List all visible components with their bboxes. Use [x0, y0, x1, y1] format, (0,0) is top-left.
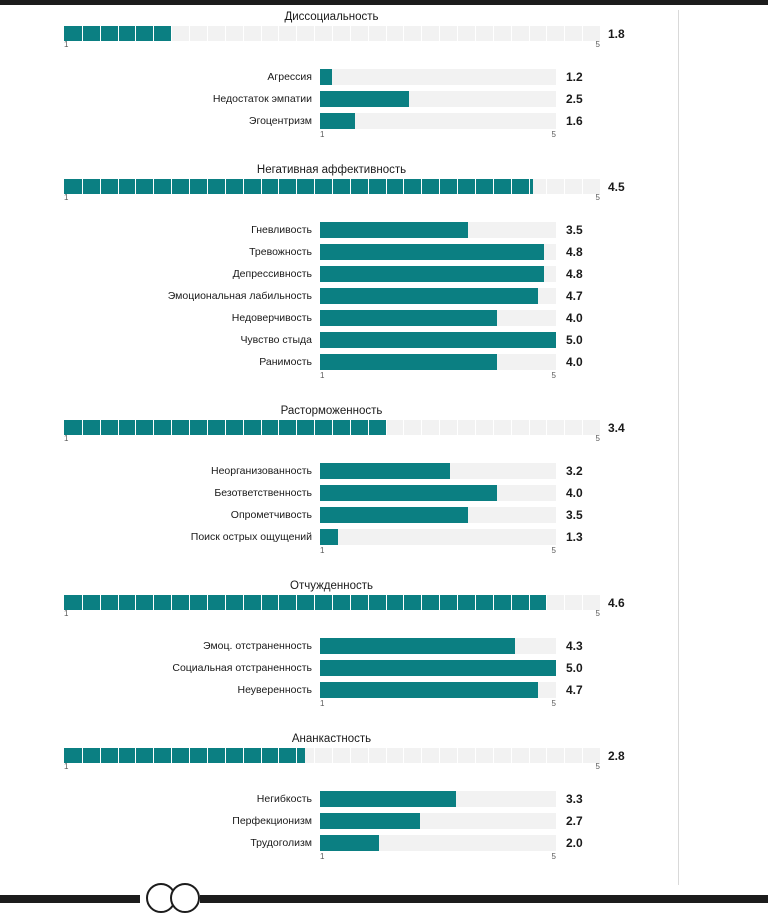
facet-bar-track [320, 682, 556, 698]
facet-row[interactable] [0, 219, 663, 241]
facet-bar-fill [320, 791, 456, 807]
group-value: 3.4 [608, 420, 625, 435]
group-bar-fill [64, 595, 546, 610]
facet-value: 4.3 [566, 639, 583, 653]
facet-scale-min-label: 1 [320, 852, 325, 861]
facet-row[interactable] [0, 110, 663, 132]
facet-bar-fill [320, 288, 538, 304]
facet-row[interactable] [0, 788, 663, 810]
facet-row[interactable] [0, 526, 663, 548]
page-bottom-decoration [0, 885, 768, 903]
facet-list [0, 219, 663, 385]
facet-bar-wrapper [320, 266, 556, 282]
facet-scale [320, 548, 556, 560]
scale-min-label: 1 [64, 762, 69, 771]
bottom-circle-two [170, 883, 200, 913]
chart-group [0, 5, 768, 158]
facet-label: Эмоциональная лабильность [167, 290, 312, 302]
scale-min-label: 1 [64, 193, 69, 202]
facet-row[interactable] [0, 241, 663, 263]
facet-bar-wrapper [320, 222, 556, 238]
facet-scale [320, 701, 556, 713]
group-scale [64, 610, 600, 621]
facet-bar-track [320, 332, 556, 348]
group-bar-track [64, 420, 600, 435]
facet-value: 4.7 [566, 683, 583, 697]
group-bar-fill [64, 26, 171, 41]
chart-group [0, 158, 768, 399]
facet-bar-wrapper [320, 529, 556, 545]
group-spacer [0, 385, 768, 399]
facet-value: 4.0 [566, 311, 583, 325]
group-bar-fill [64, 748, 305, 763]
facet-bar-track [320, 813, 556, 829]
facet-label: Социальная отстраненность [172, 662, 312, 674]
facet-bar-fill [320, 638, 515, 654]
scale-max-label: 5 [595, 40, 600, 49]
facet-scale-max-label: 5 [551, 546, 556, 555]
facet-value: 3.5 [566, 223, 583, 237]
facet-bar-fill [320, 266, 544, 282]
facet-label: Безответственность [214, 487, 312, 499]
facet-bar-track [320, 354, 556, 370]
group-scale [64, 763, 600, 774]
facet-scale-min-label: 1 [320, 130, 325, 139]
group-bar-wrapper [64, 420, 600, 435]
group-bar-wrapper [64, 26, 600, 41]
group-bar-track [64, 748, 600, 763]
group-value: 2.8 [608, 748, 625, 763]
group-bar-row [0, 595, 663, 610]
facet-label: Поиск острых ощущений [190, 531, 312, 543]
facet-bar-wrapper [320, 288, 556, 304]
group-title[interactable]: Расторможенность [280, 405, 383, 417]
facet-bar-wrapper [320, 69, 556, 85]
facet-scale [320, 132, 556, 144]
group-bar-fill [64, 179, 533, 194]
facet-bar-track [320, 91, 556, 107]
group-scale [64, 435, 600, 446]
facet-value: 4.8 [566, 245, 583, 259]
facet-bar-fill [320, 222, 468, 238]
page-divider [678, 10, 679, 890]
facet-bar-wrapper [320, 791, 556, 807]
facet-row[interactable] [0, 460, 663, 482]
facet-value: 3.5 [566, 508, 583, 522]
facet-bar-wrapper [320, 835, 556, 851]
facet-row[interactable] [0, 504, 663, 526]
facet-row[interactable] [0, 66, 663, 88]
facet-value: 4.0 [566, 486, 583, 500]
facet-row[interactable] [0, 88, 663, 110]
facet-bar-fill [320, 529, 338, 545]
facet-row[interactable] [0, 832, 663, 854]
facet-value: 3.2 [566, 464, 583, 478]
facet-label: Гневливость [251, 224, 312, 236]
facet-bar-wrapper [320, 310, 556, 326]
group-bar-track [64, 595, 600, 610]
facet-bar-wrapper [320, 113, 556, 129]
facet-label: Недоверчивость [231, 312, 312, 324]
group-value: 4.6 [608, 595, 625, 610]
facet-scale [320, 373, 556, 385]
facet-scale [320, 854, 556, 866]
facet-row[interactable] [0, 285, 663, 307]
facet-row[interactable] [0, 482, 663, 504]
facet-label: Агрессия [267, 71, 312, 83]
facet-row[interactable] [0, 351, 663, 373]
facet-value: 4.8 [566, 267, 583, 281]
group-scale [64, 194, 600, 205]
facet-bar-track [320, 310, 556, 326]
scale-max-label: 5 [595, 434, 600, 443]
facet-bar-track [320, 835, 556, 851]
facet-bar-fill [320, 813, 420, 829]
group-bar-fill [64, 420, 386, 435]
facet-label: Чувство стыда [240, 334, 312, 346]
facet-label: Ранимость [259, 356, 312, 368]
facet-bar-fill [320, 113, 355, 129]
facet-bar-wrapper [320, 813, 556, 829]
facet-bar-fill [320, 835, 379, 851]
group-bar-row [0, 26, 663, 41]
facet-bar-fill [320, 310, 497, 326]
facet-bar-track [320, 485, 556, 501]
facet-bar-fill [320, 463, 450, 479]
facet-bar-track [320, 266, 556, 282]
facet-list [0, 460, 663, 560]
facet-label: Депрессивность [232, 268, 312, 280]
facet-value: 1.3 [566, 530, 583, 544]
group-spacer [0, 144, 768, 158]
facet-value: 5.0 [566, 333, 583, 347]
facet-value: 3.3 [566, 792, 583, 806]
facet-scale-max-label: 5 [551, 130, 556, 139]
facet-bar-wrapper [320, 660, 556, 676]
facet-bar-fill [320, 332, 556, 348]
facet-bar-fill [320, 660, 556, 676]
chart-group [0, 399, 768, 574]
facet-row[interactable] [0, 635, 663, 657]
facet-label: Негибкость [256, 793, 312, 805]
group-bar-row [0, 179, 663, 194]
group-bar-wrapper [64, 748, 600, 763]
group-value: 4.5 [608, 179, 625, 194]
group-bar-wrapper [64, 179, 600, 194]
report-page [0, 5, 768, 901]
facet-bar-wrapper [320, 332, 556, 348]
facet-label: Неорганизованность [210, 465, 312, 477]
scale-min-label: 1 [64, 40, 69, 49]
facet-row[interactable] [0, 810, 663, 832]
facet-value: 2.7 [566, 814, 583, 828]
facet-bar-wrapper [320, 638, 556, 654]
facet-scale-min-label: 1 [320, 371, 325, 380]
facet-bar-wrapper [320, 485, 556, 501]
facet-bar-wrapper [320, 463, 556, 479]
facet-label: Перфекционизм [232, 815, 312, 827]
bottom-bar-right [200, 895, 768, 903]
facet-value: 4.0 [566, 355, 583, 369]
facet-row[interactable] [0, 263, 663, 285]
scale-min-label: 1 [64, 434, 69, 443]
facet-bar-fill [320, 507, 468, 523]
facet-bar-fill [320, 354, 497, 370]
facet-bar-wrapper [320, 682, 556, 698]
facet-list [0, 66, 663, 144]
facet-bar-fill [320, 69, 332, 85]
scale-max-label: 5 [595, 193, 600, 202]
facet-value: 5.0 [566, 661, 583, 675]
group-title[interactable]: Отчужденность [290, 580, 373, 592]
group-bar-track [64, 179, 600, 194]
facet-label: Недостаток эмпатии [212, 93, 312, 105]
facet-bar-fill [320, 682, 538, 698]
group-bar-wrapper [64, 595, 600, 610]
facet-bar-wrapper [320, 244, 556, 260]
group-bar-row [0, 420, 663, 435]
facet-bar-fill [320, 485, 497, 501]
group-spacer [0, 713, 768, 727]
chart-group [0, 727, 768, 880]
group-spacer [0, 866, 768, 880]
facet-value: 1.6 [566, 114, 583, 128]
facet-bar-track [320, 507, 556, 523]
facet-label: Эгоцентризм [248, 115, 312, 127]
group-scale [64, 41, 600, 52]
facet-value: 4.7 [566, 289, 583, 303]
group-value: 1.8 [608, 26, 625, 41]
facet-value: 2.0 [566, 836, 583, 850]
facet-bar-track [320, 529, 556, 545]
chart-groups [0, 5, 768, 880]
facet-bar-track [320, 244, 556, 260]
group-title[interactable]: Ананкастность [291, 733, 372, 745]
scale-min-label: 1 [64, 609, 69, 618]
facet-bar-track [320, 113, 556, 129]
facet-bar-track [320, 463, 556, 479]
facet-bar-track [320, 791, 556, 807]
facet-bar-wrapper [320, 91, 556, 107]
facet-label: Неуверенность [237, 684, 312, 696]
facet-label: Опрометчивость [230, 509, 312, 521]
facet-scale-min-label: 1 [320, 546, 325, 555]
facet-scale-min-label: 1 [320, 699, 325, 708]
facet-label: Трудоголизм [250, 837, 312, 849]
facet-scale-max-label: 5 [551, 371, 556, 380]
facet-bar-track [320, 69, 556, 85]
chart-group [0, 574, 768, 727]
group-bar-row [0, 748, 663, 763]
facet-bar-fill [320, 91, 409, 107]
facet-row[interactable] [0, 307, 663, 329]
facet-scale-max-label: 5 [551, 699, 556, 708]
facet-bar-wrapper [320, 354, 556, 370]
facet-bar-track [320, 222, 556, 238]
facet-list [0, 788, 663, 866]
group-spacer [0, 560, 768, 574]
facet-value: 1.2 [566, 70, 583, 84]
facet-bar-wrapper [320, 507, 556, 523]
facet-bar-track [320, 660, 556, 676]
facet-label: Тревожность [249, 246, 312, 258]
scale-max-label: 5 [595, 609, 600, 618]
facet-bar-track [320, 638, 556, 654]
facet-value: 2.5 [566, 92, 583, 106]
facet-row[interactable] [0, 329, 663, 351]
group-bar-track [64, 26, 600, 41]
facet-label: Эмоц. отстраненность [203, 640, 312, 652]
group-title[interactable]: Негативная аффективность [256, 164, 407, 176]
bottom-bar-left [0, 895, 140, 903]
facet-bar-fill [320, 244, 544, 260]
facet-bar-track [320, 288, 556, 304]
facet-list [0, 635, 663, 713]
scale-max-label: 5 [595, 762, 600, 771]
facet-row[interactable] [0, 679, 663, 701]
group-title[interactable]: Диссоциальность [284, 11, 379, 23]
facet-scale-max-label: 5 [551, 852, 556, 861]
facet-row[interactable] [0, 657, 663, 679]
